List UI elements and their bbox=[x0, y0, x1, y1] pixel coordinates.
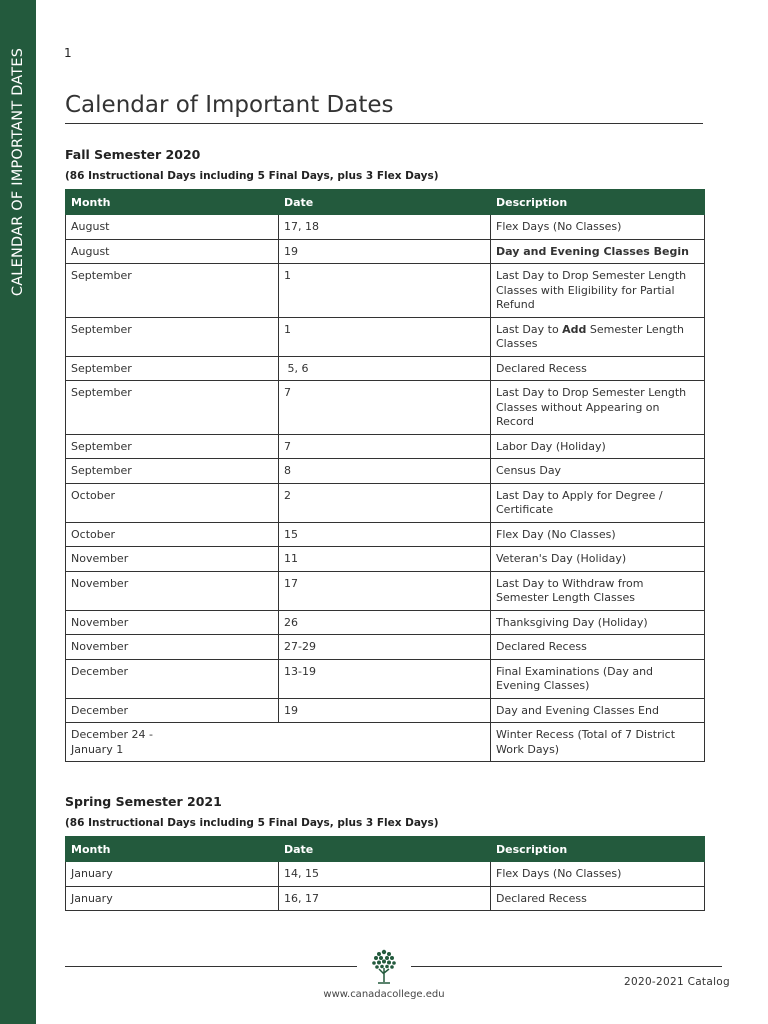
header-date: Date bbox=[279, 837, 491, 862]
description-cell: Flex Day (No Classes) bbox=[491, 522, 705, 547]
header-description: Description bbox=[491, 190, 705, 215]
table-row bbox=[66, 434, 705, 459]
date-cell: 1 bbox=[279, 264, 491, 318]
month-cell: December bbox=[66, 698, 279, 723]
description-cell: Veteran's Day (Holiday) bbox=[491, 547, 705, 572]
table-row bbox=[66, 571, 705, 610]
description-cell: Flex Days (No Classes) bbox=[491, 862, 705, 887]
header-month: Month bbox=[66, 837, 279, 862]
month-cell: September bbox=[66, 434, 279, 459]
description-emphasis: Add bbox=[562, 322, 587, 336]
description-cell: Final Examinations (Day and Evening Classes) bbox=[491, 659, 705, 698]
header-description: Description bbox=[491, 837, 705, 862]
table-row bbox=[66, 522, 705, 547]
month-cell: January bbox=[66, 862, 279, 887]
date-cell: 8 bbox=[279, 459, 491, 484]
date-cell: 19 bbox=[279, 239, 491, 264]
date-cell: 2 bbox=[279, 483, 491, 522]
description-cell: Flex Days (No Classes) bbox=[491, 215, 705, 240]
date-cell: 26 bbox=[279, 610, 491, 635]
month-cell: August bbox=[66, 239, 279, 264]
tree-logo-icon bbox=[368, 946, 400, 986]
table-row bbox=[66, 264, 705, 318]
description-cell: Thanksgiving Day (Holiday) bbox=[491, 610, 705, 635]
table-row bbox=[66, 886, 705, 911]
spring-calendar-table bbox=[65, 836, 705, 911]
month-range-end: January 1 bbox=[71, 742, 124, 756]
table-row bbox=[66, 356, 705, 381]
table-header-row bbox=[66, 837, 705, 862]
table-row bbox=[66, 698, 705, 723]
page-title: Calendar of Important Dates bbox=[65, 90, 703, 124]
date-cell: 15 bbox=[279, 522, 491, 547]
description-cell: Labor Day (Holiday) bbox=[491, 434, 705, 459]
month-cell: September bbox=[66, 356, 279, 381]
date-cell: 14, 15 bbox=[279, 862, 491, 887]
month-cell: September bbox=[66, 264, 279, 318]
date-cell: 11 bbox=[279, 547, 491, 572]
month-cell: August bbox=[66, 215, 279, 240]
fall-subheading: (86 Instructional Days including 5 Final Days, plus 3 Flex Days) bbox=[65, 170, 439, 182]
month-cell: October bbox=[66, 522, 279, 547]
footer-rule-left bbox=[65, 966, 357, 967]
month-cell: November bbox=[66, 610, 279, 635]
website-url[interactable] bbox=[0, 989, 768, 1000]
description-cell: Day and Evening Classes End bbox=[491, 698, 705, 723]
description-cell: Winter Recess (Total of 7 District Work Days) bbox=[491, 723, 705, 762]
date-cell: 13-19 bbox=[279, 659, 491, 698]
date-cell: 1 bbox=[279, 317, 491, 356]
date-cell: 17 bbox=[279, 571, 491, 610]
fall-calendar-table bbox=[65, 189, 705, 762]
description-cell: Last Day to Drop Semester Length Classes with Eligibility for Partial Refund bbox=[491, 264, 705, 318]
table-row bbox=[66, 239, 705, 264]
month-cell: October bbox=[66, 483, 279, 522]
month-cell: November bbox=[66, 571, 279, 610]
table-row bbox=[66, 635, 705, 660]
header-month: Month bbox=[66, 190, 279, 215]
description-cell bbox=[491, 317, 705, 356]
spring-subheading: (86 Instructional Days including 5 Final Days, plus 3 Flex Days) bbox=[65, 817, 439, 829]
website-text[interactable]: www.canadacollege.edu bbox=[323, 989, 445, 1000]
month-range-cell bbox=[66, 723, 491, 762]
table-row bbox=[66, 381, 705, 435]
table-row bbox=[66, 610, 705, 635]
description-cell: Last Day to Drop Semester Length Classes without Appearing on Record bbox=[491, 381, 705, 435]
header-date: Date bbox=[279, 190, 491, 215]
month-cell: November bbox=[66, 635, 279, 660]
table-row bbox=[66, 317, 705, 356]
table-row bbox=[66, 215, 705, 240]
sidebar-band bbox=[0, 0, 36, 1024]
month-cell: September bbox=[66, 381, 279, 435]
month-range-start: December 24 - bbox=[71, 728, 154, 741]
fall-heading: Fall Semester 2020 bbox=[65, 147, 201, 162]
description-text: Last Day to bbox=[496, 322, 563, 336]
sidebar-label: CALENDAR OF IMPORTANT DATES bbox=[10, 47, 26, 297]
date-cell: 17, 18 bbox=[279, 215, 491, 240]
description-cell: Declared Recess bbox=[491, 356, 705, 381]
description-cell: Last Day to Withdraw from Semester Length Classes bbox=[491, 571, 705, 610]
spring-heading: Spring Semester 2021 bbox=[65, 794, 222, 809]
date-cell: 7 bbox=[279, 381, 491, 435]
month-cell: September bbox=[66, 459, 279, 484]
catalog-label: 2020-2021 Catalog bbox=[624, 976, 730, 988]
page-number: 1 bbox=[64, 46, 72, 60]
table-row bbox=[66, 659, 705, 698]
table-header-row bbox=[66, 190, 705, 215]
month-cell: November bbox=[66, 547, 279, 572]
footer-rule-right bbox=[411, 966, 722, 967]
month-cell: September bbox=[66, 317, 279, 356]
description-cell: Last Day to Apply for Degree / Certificate bbox=[491, 483, 705, 522]
date-cell: 7 bbox=[279, 434, 491, 459]
date-cell: 19 bbox=[279, 698, 491, 723]
month-cell: December bbox=[66, 659, 279, 698]
description-cell: Census Day bbox=[491, 459, 705, 484]
date-cell: 16, 17 bbox=[279, 886, 491, 911]
table-row bbox=[66, 483, 705, 522]
table-row bbox=[66, 459, 705, 484]
month-cell: January bbox=[66, 886, 279, 911]
description-text: Semester Length Classes bbox=[496, 322, 684, 350]
table-row bbox=[66, 862, 705, 887]
table-row bbox=[66, 547, 705, 572]
date-cell: 27-29 bbox=[279, 635, 491, 660]
description-cell: Declared Recess bbox=[491, 886, 705, 911]
description-cell: Day and Evening Classes Begin bbox=[491, 239, 705, 264]
table-row bbox=[66, 723, 705, 762]
date-cell: 5, 6 bbox=[279, 356, 491, 381]
description-cell: Declared Recess bbox=[491, 635, 705, 660]
